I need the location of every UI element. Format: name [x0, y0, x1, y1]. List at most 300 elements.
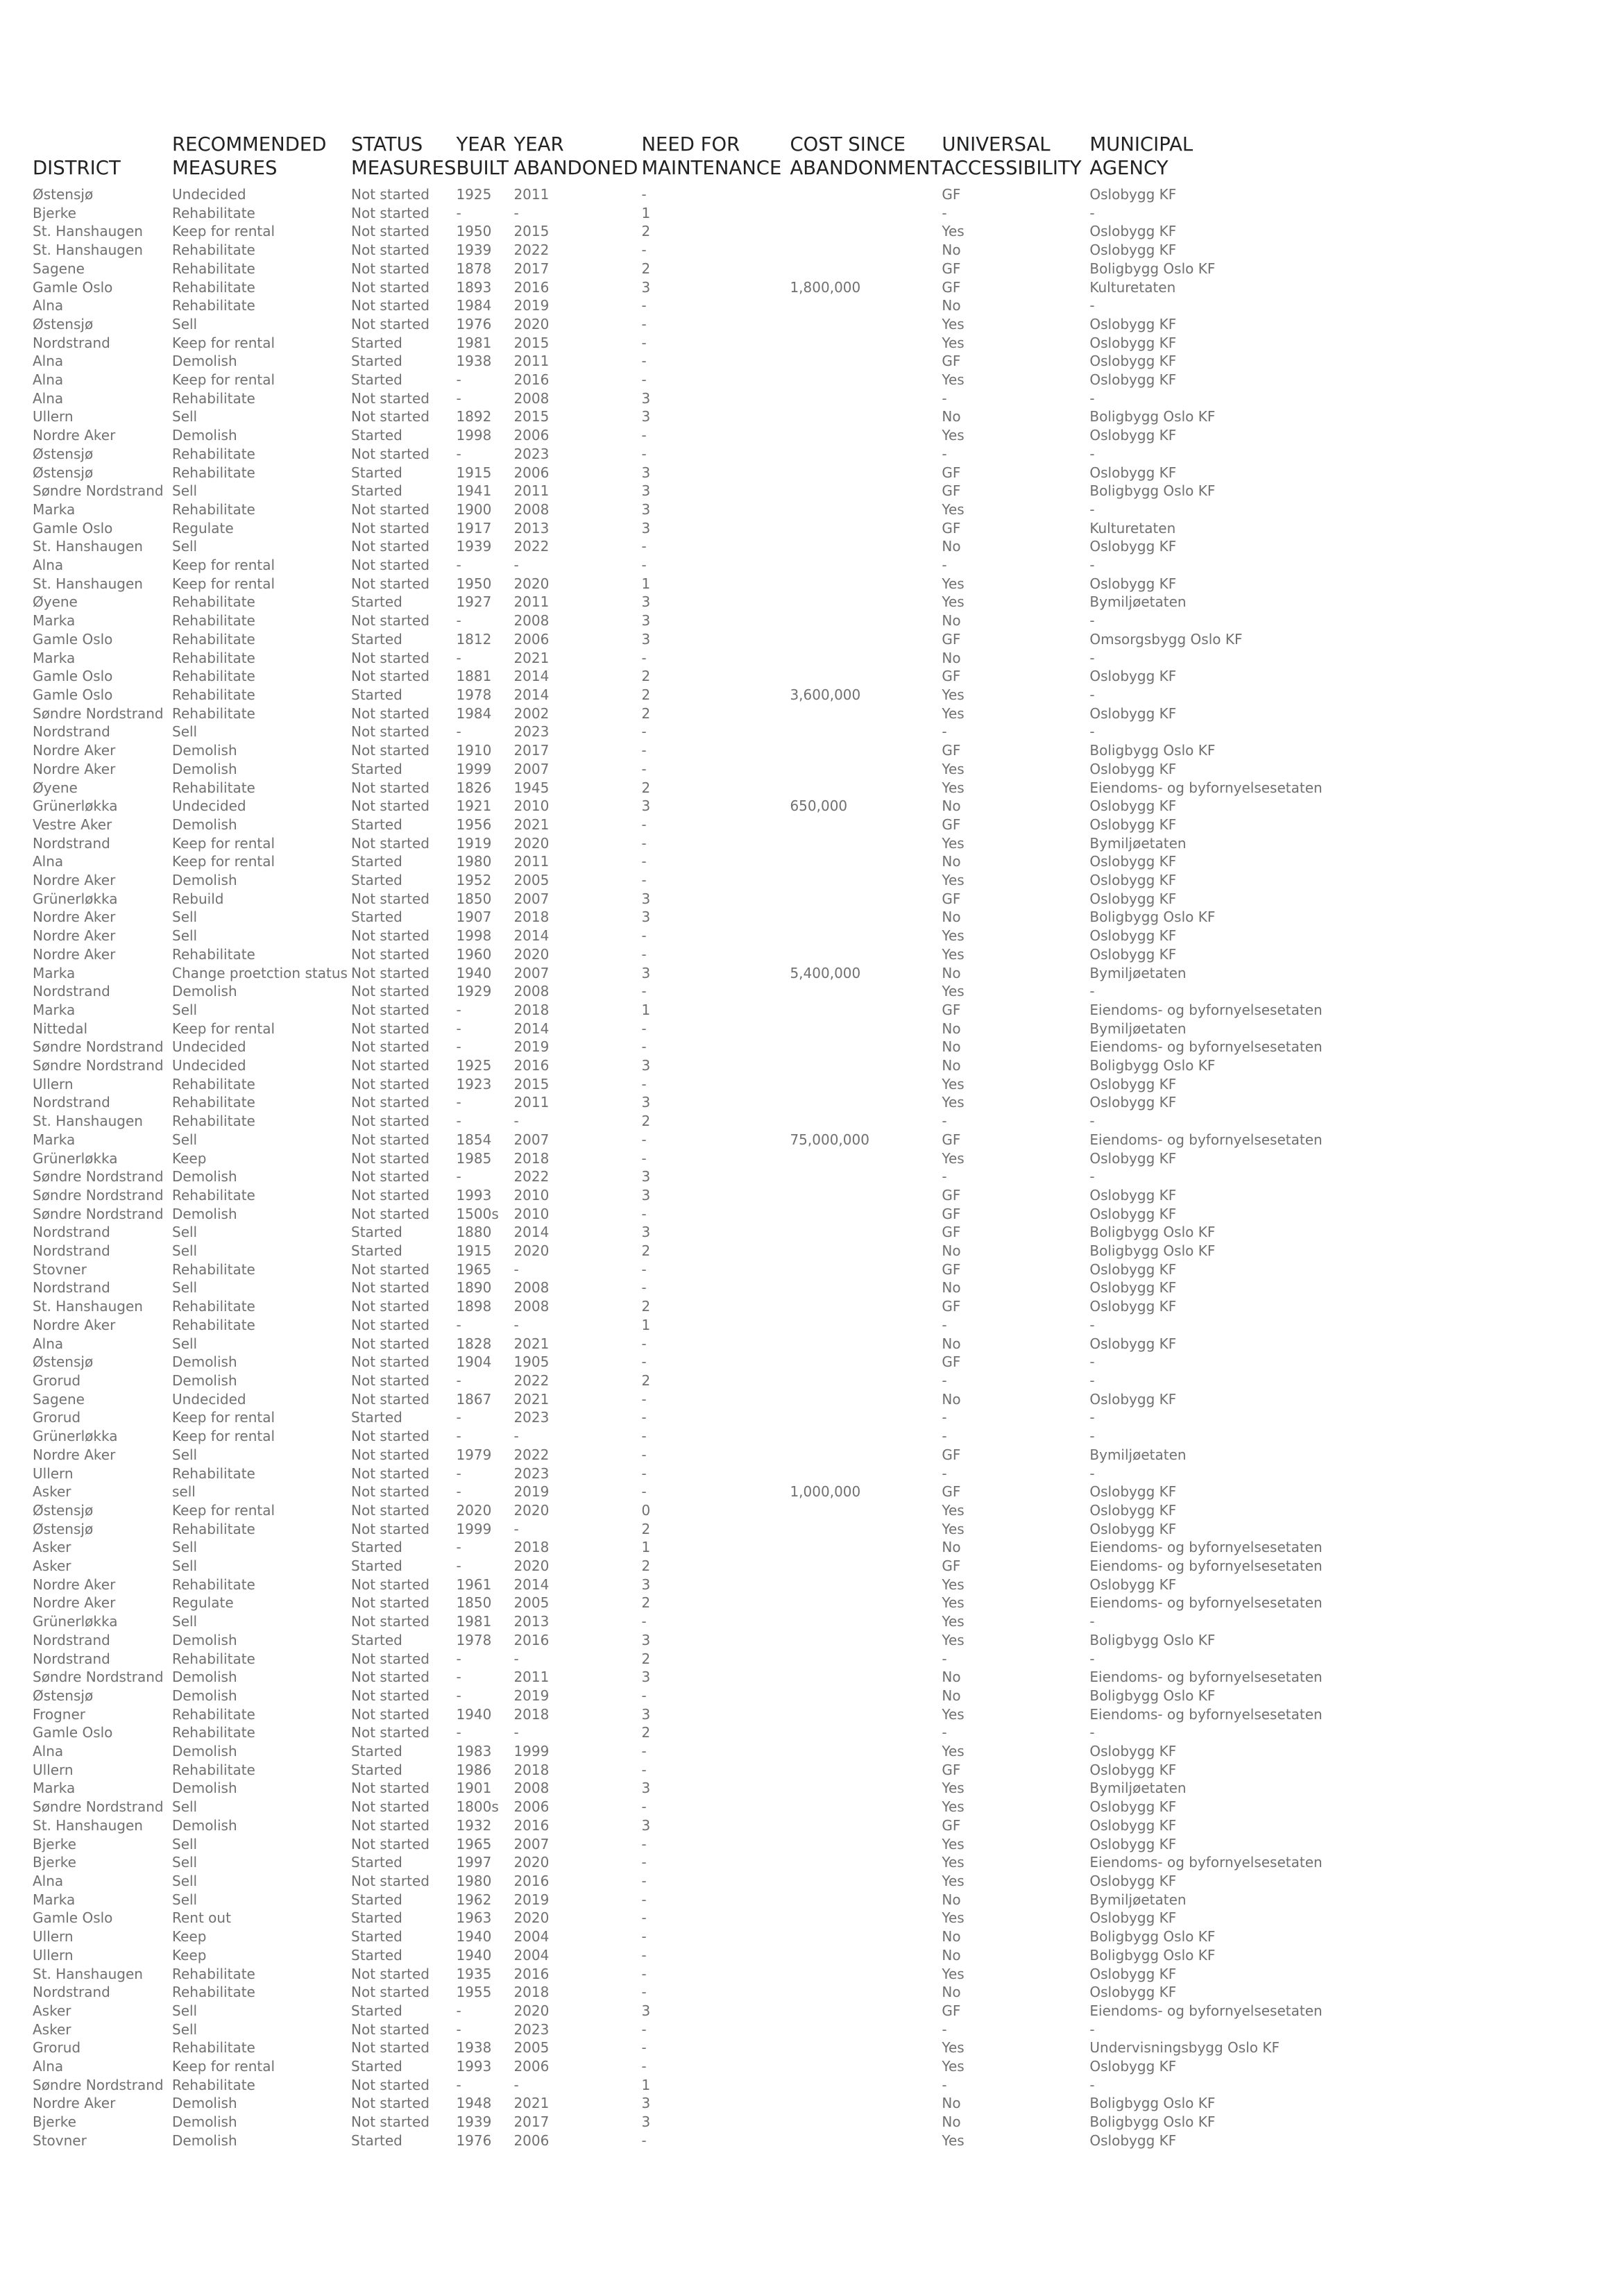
- cell-year-abandoned: 2008: [513, 983, 550, 1000]
- cell-universal-accessibility: -: [942, 1316, 947, 1333]
- cell-year-built: 1956: [456, 816, 492, 833]
- cell-universal-accessibility: -: [942, 723, 947, 741]
- table-row: [33, 241, 1367, 260]
- table-row: [33, 2132, 1367, 2150]
- cell-year-built: -: [456, 1558, 461, 1575]
- cell-recommended-measures: Rehabilitate: [172, 464, 255, 481]
- cell-recommended-measures: Rehabilitate: [172, 1260, 255, 1278]
- cell-year-built: 1890: [456, 1279, 492, 1297]
- cell-year-abandoned: 2019: [513, 1038, 550, 1056]
- cell-district: Asker: [33, 2020, 71, 2038]
- cell-recommended-measures: Rehabilitate: [172, 260, 255, 277]
- cell-year-built: 1999: [456, 1520, 492, 1537]
- cell-status-measures: Not started: [351, 500, 430, 518]
- cell-universal-accessibility: Yes: [942, 1835, 965, 1852]
- cell-district: Søndre Nordstrand: [33, 1205, 164, 1222]
- table-row: [33, 1020, 1367, 1038]
- cell-year-abandoned: 2018: [513, 1539, 550, 1556]
- cell-need-for-maintenance: -: [641, 2132, 647, 2149]
- cell-cost-since-abandonment: [790, 1353, 942, 1371]
- cell-municipal-agency: -: [1089, 1464, 1095, 1482]
- cell-municipal-agency: Omsorgsbygg Oslo KF: [1089, 630, 1243, 648]
- cell-district: Alna: [33, 557, 64, 574]
- cell-municipal-agency: Oslobygg KF: [1089, 223, 1177, 240]
- cell-recommended-measures: Keep for rental: [172, 334, 275, 351]
- cell-status-measures: Not started: [351, 557, 430, 574]
- cell-universal-accessibility: GF: [942, 464, 961, 481]
- table-row: [33, 260, 1367, 278]
- cell-recommended-measures: Rehabilitate: [172, 1965, 255, 1982]
- cell-year-abandoned: 2021: [513, 2095, 550, 2112]
- table-row: [33, 1835, 1367, 1854]
- cell-need-for-maintenance: -: [641, 1075, 647, 1092]
- cell-municipal-agency: -: [1089, 1168, 1095, 1185]
- table-header-row: [33, 133, 1367, 185]
- cell-year-built: 1854: [456, 1131, 492, 1148]
- cell-year-abandoned: 2007: [513, 890, 550, 907]
- cell-year-built: 1901: [456, 1780, 492, 1797]
- table-row: [33, 185, 1367, 204]
- cell-cost-since-abandonment: [790, 723, 942, 741]
- cell-recommended-measures: Undecided: [172, 1057, 246, 1074]
- cell-year-abandoned: 2018: [513, 1001, 550, 1018]
- cell-status-measures: Not started: [351, 1186, 430, 1204]
- cell-year-abandoned: 1999: [513, 1743, 550, 1760]
- cell-need-for-maintenance: -: [641, 816, 647, 833]
- cell-universal-accessibility: -: [942, 1168, 947, 1185]
- cell-municipal-agency: Eiendoms- og byfornyelsesetaten: [1089, 779, 1323, 796]
- cell-recommended-measures: Demolish: [172, 1372, 237, 1389]
- cell-cost-since-abandonment: [790, 1891, 942, 1909]
- cell-year-abandoned: 2020: [513, 1501, 550, 1519]
- cell-district: Grünerløkka: [33, 797, 118, 815]
- table-row: [33, 1853, 1367, 1872]
- cell-recommended-measures: Keep for rental: [172, 1501, 275, 1519]
- cell-need-for-maintenance: -: [641, 1020, 647, 1037]
- cell-year-abandoned: 2007: [513, 1835, 550, 1852]
- cell-status-measures: Started: [351, 1539, 402, 1556]
- cell-recommended-measures: Sell: [172, 408, 198, 425]
- cell-district: Alna: [33, 853, 64, 870]
- table-row: [33, 1223, 1367, 1242]
- cell-year-built: 1940: [456, 1705, 492, 1723]
- table-row: [33, 1464, 1367, 1483]
- table-row: [33, 1631, 1367, 1650]
- cell-district: Gamle Oslo: [33, 278, 113, 296]
- cell-recommended-measures: Rehabilitate: [172, 630, 255, 648]
- cell-status-measures: Not started: [351, 1520, 430, 1537]
- cell-universal-accessibility: Yes: [942, 983, 965, 1000]
- cell-status-measures: Started: [351, 816, 402, 833]
- cell-recommended-measures: Demolish: [172, 1816, 237, 1834]
- cell-cost-since-abandonment: [790, 1408, 942, 1427]
- cell-status-measures: Not started: [351, 519, 430, 537]
- cell-need-for-maintenance: -: [641, 649, 647, 666]
- table-row: [33, 1909, 1367, 1927]
- cell-year-abandoned: 2011: [513, 353, 550, 370]
- cell-need-for-maintenance: -: [641, 760, 647, 777]
- cell-year-abandoned: 2010: [513, 1205, 550, 1222]
- cell-status-measures: Not started: [351, 223, 430, 240]
- cell-recommended-measures: Sell: [172, 1539, 198, 1556]
- cell-municipal-agency: Boligbygg Oslo KF: [1089, 742, 1216, 759]
- cell-need-for-maintenance: 3: [641, 630, 651, 648]
- cell-cost-since-abandonment: [790, 1075, 942, 1094]
- cell-municipal-agency: Eiendoms- og byfornyelsesetaten: [1089, 1705, 1323, 1723]
- cell-status-measures: Started: [351, 593, 402, 611]
- cell-year-built: 1828: [456, 1335, 492, 1352]
- cell-status-measures: Not started: [351, 1501, 430, 1519]
- cell-year-abandoned: 2004: [513, 1928, 550, 1945]
- cell-district: Alna: [33, 2058, 64, 2075]
- cell-year-built: -: [456, 1094, 461, 1111]
- cell-recommended-measures: Rehabilitate: [172, 1075, 255, 1092]
- cell-need-for-maintenance: -: [641, 242, 647, 259]
- cell-municipal-agency: Oslobygg KF: [1089, 1872, 1177, 1889]
- cell-status-measures: Not started: [351, 2076, 430, 2093]
- cell-district: Marka: [33, 1891, 76, 1908]
- cell-need-for-maintenance: 2: [641, 1298, 651, 1315]
- cell-district: Nordstrand: [33, 334, 110, 351]
- cell-universal-accessibility: No: [942, 1390, 961, 1408]
- cell-year-built: 1983: [456, 1743, 492, 1760]
- cell-year-built: -: [456, 649, 461, 666]
- cell-municipal-agency: Oslobygg KF: [1089, 1298, 1177, 1315]
- cell-year-built: 1850: [456, 890, 492, 907]
- cell-cost-since-abandonment: [790, 1798, 942, 1816]
- cell-universal-accessibility: No: [942, 1038, 961, 1056]
- cell-municipal-agency: Eiendoms- og byfornyelsesetaten: [1089, 1854, 1323, 1871]
- table-row: [33, 779, 1367, 797]
- cell-year-abandoned: 2015: [513, 1075, 550, 1092]
- cell-need-for-maintenance: 3: [641, 1780, 651, 1797]
- cell-cost-since-abandonment: [790, 1371, 942, 1390]
- cell-year-abandoned: -: [513, 1650, 519, 1667]
- cell-need-for-maintenance: 2: [641, 1724, 651, 1741]
- cell-status-measures: Not started: [351, 2113, 430, 2131]
- cell-district: Østensjø: [33, 1687, 94, 1704]
- cell-year-abandoned: 2006: [513, 630, 550, 648]
- cell-cost-since-abandonment: [790, 1186, 942, 1205]
- cell-year-abandoned: 2014: [513, 1576, 550, 1593]
- cell-status-measures: Not started: [351, 260, 430, 277]
- table-row: [33, 352, 1367, 371]
- cell-universal-accessibility: GF: [942, 1353, 961, 1371]
- cell-district: Marka: [33, 500, 76, 518]
- cell-need-for-maintenance: -: [641, 1984, 647, 2001]
- cell-status-measures: Started: [351, 2058, 402, 2075]
- table-row: [33, 1242, 1367, 1260]
- cell-year-abandoned: 2015: [513, 334, 550, 351]
- cell-recommended-measures: Sell: [172, 1001, 198, 1018]
- cell-status-measures: Started: [351, 1242, 402, 1260]
- cell-year-abandoned: 2016: [513, 371, 550, 389]
- cell-universal-accessibility: GF: [942, 1298, 961, 1315]
- cell-municipal-agency: -: [1089, 723, 1095, 741]
- cell-municipal-agency: -: [1089, 1372, 1095, 1389]
- cell-year-abandoned: 2007: [513, 1131, 550, 1148]
- cell-district: Nordre Aker: [33, 2095, 116, 2112]
- table-row: [33, 315, 1367, 334]
- cell-need-for-maintenance: -: [641, 186, 647, 203]
- table-row: [33, 649, 1367, 668]
- cell-district: Gamle Oslo: [33, 1724, 113, 1741]
- cell-universal-accessibility: Yes: [942, 945, 965, 963]
- cell-status-measures: Not started: [351, 723, 430, 741]
- cell-municipal-agency: Undervisningsbygg Oslo KF: [1089, 2039, 1280, 2057]
- cell-year-abandoned: 2007: [513, 964, 550, 981]
- cell-need-for-maintenance: -: [641, 1928, 647, 1945]
- cell-district: Marka: [33, 1131, 76, 1148]
- cell-district: Marka: [33, 1001, 76, 1018]
- table-row: [33, 1260, 1367, 1279]
- cell-district: Søndre Nordstrand: [33, 1669, 164, 1686]
- cell-status-measures: Not started: [351, 1835, 430, 1852]
- cell-year-abandoned: 2019: [513, 1891, 550, 1908]
- cell-need-for-maintenance: -: [641, 983, 647, 1000]
- cell-status-measures: Started: [351, 353, 402, 370]
- cell-year-built: 1978: [456, 686, 492, 703]
- cell-district: Nordstrand: [33, 1224, 110, 1241]
- table-row: [33, 1427, 1367, 1446]
- table-row: [33, 1538, 1367, 1557]
- cell-district: Østensjø: [33, 186, 94, 203]
- cell-year-built: -: [456, 1483, 461, 1501]
- cell-cost-since-abandonment: [790, 1909, 942, 1927]
- cell-district: Marka: [33, 612, 76, 630]
- cell-recommended-measures: Undecided: [172, 186, 246, 203]
- cell-universal-accessibility: No: [942, 1984, 961, 2001]
- cell-municipal-agency: -: [1089, 2020, 1095, 2038]
- cell-cost-since-abandonment: [790, 1965, 942, 1984]
- cell-status-measures: Started: [351, 1891, 402, 1908]
- cell-year-built: -: [456, 1650, 461, 1667]
- cell-district: Gamle Oslo: [33, 668, 113, 685]
- cell-status-measures: Not started: [351, 1335, 430, 1352]
- cell-need-for-maintenance: -: [641, 927, 647, 945]
- table-row: [33, 834, 1367, 853]
- cell-district: Alna: [33, 371, 64, 389]
- cell-district: Grorud: [33, 2039, 81, 2057]
- cell-year-abandoned: 2006: [513, 2132, 550, 2149]
- cell-universal-accessibility: No: [942, 408, 961, 425]
- cell-need-for-maintenance: -: [641, 1279, 647, 1297]
- cell-year-abandoned: 2008: [513, 389, 550, 407]
- cell-municipal-agency: -: [1089, 445, 1095, 462]
- cell-cost-since-abandonment: [790, 2002, 942, 2020]
- cell-cost-since-abandonment: [790, 1446, 942, 1464]
- cell-year-abandoned: 2020: [513, 945, 550, 963]
- cell-cost-since-abandonment: [790, 1723, 942, 1742]
- cell-municipal-agency: Boligbygg Oslo KF: [1089, 1687, 1216, 1704]
- cell-municipal-agency: Oslobygg KF: [1089, 1483, 1177, 1501]
- cell-year-built: 1929: [456, 983, 492, 1000]
- cell-year-built: -: [456, 389, 461, 407]
- cell-year-built: -: [456, 1464, 461, 1482]
- cell-universal-accessibility: Yes: [942, 1075, 965, 1092]
- cell-recommended-measures: Keep for rental: [172, 1428, 275, 1445]
- cell-year-built: 1938: [456, 353, 492, 370]
- table-row: [33, 296, 1367, 315]
- cell-year-abandoned: 2016: [513, 278, 550, 296]
- cell-recommended-measures: Rehabilitate: [172, 1576, 255, 1593]
- cell-status-measures: Not started: [351, 1650, 430, 1667]
- cell-universal-accessibility: GF: [942, 1186, 961, 1204]
- cell-recommended-measures: Rehabilitate: [172, 1705, 255, 1723]
- cell-district: Nordstrand: [33, 983, 110, 1000]
- cell-cost-since-abandonment: [790, 649, 942, 668]
- cell-district: Gamle Oslo: [33, 1909, 113, 1927]
- cell-municipal-agency: Eiendoms- og byfornyelsesetaten: [1089, 1038, 1323, 1056]
- cell-year-abandoned: 2023: [513, 723, 550, 741]
- cell-need-for-maintenance: -: [641, 1965, 647, 1982]
- table-row: [33, 630, 1367, 649]
- cell-need-for-maintenance: -: [641, 1687, 647, 1704]
- cell-municipal-agency: Oslobygg KF: [1089, 1761, 1177, 1778]
- table-row: [33, 2094, 1367, 2113]
- cell-year-built: 1907: [456, 909, 492, 926]
- cell-status-measures: Not started: [351, 538, 430, 555]
- cell-universal-accessibility: No: [942, 964, 961, 981]
- cell-need-for-maintenance: 3: [641, 2095, 651, 2112]
- cell-status-measures: Not started: [351, 186, 430, 203]
- cell-status-measures: Not started: [351, 1205, 430, 1222]
- cell-cost-since-abandonment: [790, 575, 942, 593]
- table-row: [33, 1761, 1367, 1780]
- column-header-recommended-measures: RECOMMENDED MEASURES: [172, 133, 327, 179]
- cell-cost-since-abandonment: [790, 1742, 942, 1761]
- cell-recommended-measures: Sell: [172, 927, 198, 945]
- cell-municipal-agency: Oslobygg KF: [1089, 1501, 1177, 1519]
- table-row: [33, 1297, 1367, 1316]
- cell-universal-accessibility: Yes: [942, 1631, 965, 1648]
- cell-status-measures: Started: [351, 1558, 402, 1575]
- cell-municipal-agency: Oslobygg KF: [1089, 1094, 1177, 1111]
- cell-district: Sagene: [33, 1390, 85, 1408]
- cell-cost-since-abandonment: [790, 1112, 942, 1131]
- cell-district: Østensjø: [33, 1520, 94, 1537]
- cell-cost-since-abandonment: [790, 389, 942, 408]
- cell-year-abandoned: 2014: [513, 1020, 550, 1037]
- cell-district: Alna: [33, 1335, 64, 1352]
- cell-cost-since-abandonment: [790, 334, 942, 353]
- cell-recommended-measures: Sell: [172, 909, 198, 926]
- cell-cost-since-abandonment: [790, 1927, 942, 1946]
- cell-recommended-measures: Keep for rental: [172, 575, 275, 592]
- cell-need-for-maintenance: -: [641, 1131, 647, 1148]
- cell-recommended-measures: Demolish: [172, 2095, 237, 2112]
- cell-municipal-agency: -: [1089, 2076, 1095, 2093]
- cell-year-abandoned: 2021: [513, 1390, 550, 1408]
- cell-year-abandoned: 2017: [513, 260, 550, 277]
- table-row: [33, 1001, 1367, 1020]
- cell-recommended-measures: Sell: [172, 1891, 198, 1908]
- cell-recommended-measures: Undecided: [172, 797, 246, 815]
- cell-year-built: 1935: [456, 1965, 492, 1982]
- cell-year-built: 1878: [456, 260, 492, 277]
- cell-district: Ullern: [33, 1075, 74, 1092]
- cell-recommended-measures: Keep for rental: [172, 853, 275, 870]
- cell-district: Vestre Aker: [33, 816, 112, 833]
- cell-need-for-maintenance: -: [641, 1428, 647, 1445]
- cell-need-for-maintenance: -: [641, 315, 647, 332]
- cell-district: Nordstrand: [33, 1984, 110, 2001]
- cell-year-abandoned: 2022: [513, 242, 550, 259]
- table-row: [33, 1705, 1367, 1724]
- cell-cost-since-abandonment: [790, 593, 942, 611]
- cell-status-measures: Started: [351, 1909, 402, 1927]
- cell-year-built: 1921: [456, 797, 492, 815]
- cell-universal-accessibility: No: [942, 909, 961, 926]
- cell-year-abandoned: 2017: [513, 742, 550, 759]
- cell-status-measures: Started: [351, 1946, 402, 1964]
- cell-district: Ullern: [33, 408, 74, 425]
- cell-need-for-maintenance: 2: [641, 1558, 651, 1575]
- column-header-universal-accessibility: UNIVERSAL ACCESSIBILITY: [942, 133, 1082, 179]
- cell-status-measures: Not started: [351, 1279, 430, 1297]
- cell-district: Grünerløkka: [33, 1613, 118, 1630]
- cell-universal-accessibility: Yes: [942, 315, 965, 332]
- cell-status-measures: Not started: [351, 1576, 430, 1593]
- cell-need-for-maintenance: 3: [641, 1224, 651, 1241]
- cell-universal-accessibility: GF: [942, 890, 961, 907]
- table-row: [33, 2076, 1367, 2095]
- cell-municipal-agency: -: [1089, 204, 1095, 221]
- cell-universal-accessibility: Yes: [942, 593, 965, 611]
- cell-status-measures: Not started: [351, 1669, 430, 1686]
- cell-year-abandoned: -: [513, 1724, 519, 1741]
- cell-year-built: 1919: [456, 834, 492, 852]
- cell-recommended-measures: Rehabilitate: [172, 1186, 255, 1204]
- cell-municipal-agency: Boligbygg Oslo KF: [1089, 408, 1216, 425]
- cell-year-abandoned: 2005: [513, 872, 550, 889]
- cell-recommended-measures: Demolish: [172, 1743, 237, 1760]
- cell-municipal-agency: -: [1089, 1613, 1095, 1630]
- cell-need-for-maintenance: 3: [641, 389, 651, 407]
- cell-year-built: -: [456, 1020, 461, 1037]
- cell-universal-accessibility: -: [942, 1409, 947, 1426]
- cell-district: Øyene: [33, 779, 78, 796]
- cell-municipal-agency: -: [1089, 1428, 1095, 1445]
- cell-need-for-maintenance: -: [641, 2058, 647, 2075]
- cell-cost-since-abandonment: [790, 741, 942, 760]
- table-row: [33, 1446, 1367, 1464]
- table-row: [33, 1668, 1367, 1687]
- cell-universal-accessibility: GF: [942, 186, 961, 203]
- cell-status-measures: Started: [351, 334, 402, 351]
- cell-status-measures: Not started: [351, 1298, 430, 1315]
- cell-recommended-measures: Keep for rental: [172, 834, 275, 852]
- cell-district: Alna: [33, 1872, 64, 1889]
- cell-need-for-maintenance: 2: [641, 1113, 651, 1130]
- cell-universal-accessibility: Yes: [942, 500, 965, 518]
- cell-municipal-agency: Bymiljøetaten: [1089, 1020, 1187, 1037]
- cell-status-measures: Not started: [351, 575, 430, 592]
- table-row: [33, 1891, 1367, 1909]
- cell-universal-accessibility: Yes: [942, 1501, 965, 1519]
- cell-recommended-measures: Sell: [172, 1798, 198, 1816]
- cell-recommended-measures: Keep for rental: [172, 2058, 275, 2075]
- cell-year-built: 1881: [456, 668, 492, 685]
- cell-cost-since-abandonment: [790, 296, 942, 315]
- table-row: [33, 1075, 1367, 1094]
- cell-universal-accessibility: No: [942, 612, 961, 630]
- cell-cost-since-abandonment: [790, 1001, 942, 1020]
- cell-universal-accessibility: Yes: [942, 1149, 965, 1167]
- table-row: [33, 1390, 1367, 1409]
- cell-recommended-measures: Demolish: [172, 1687, 237, 1704]
- cell-need-for-maintenance: 3: [641, 408, 651, 425]
